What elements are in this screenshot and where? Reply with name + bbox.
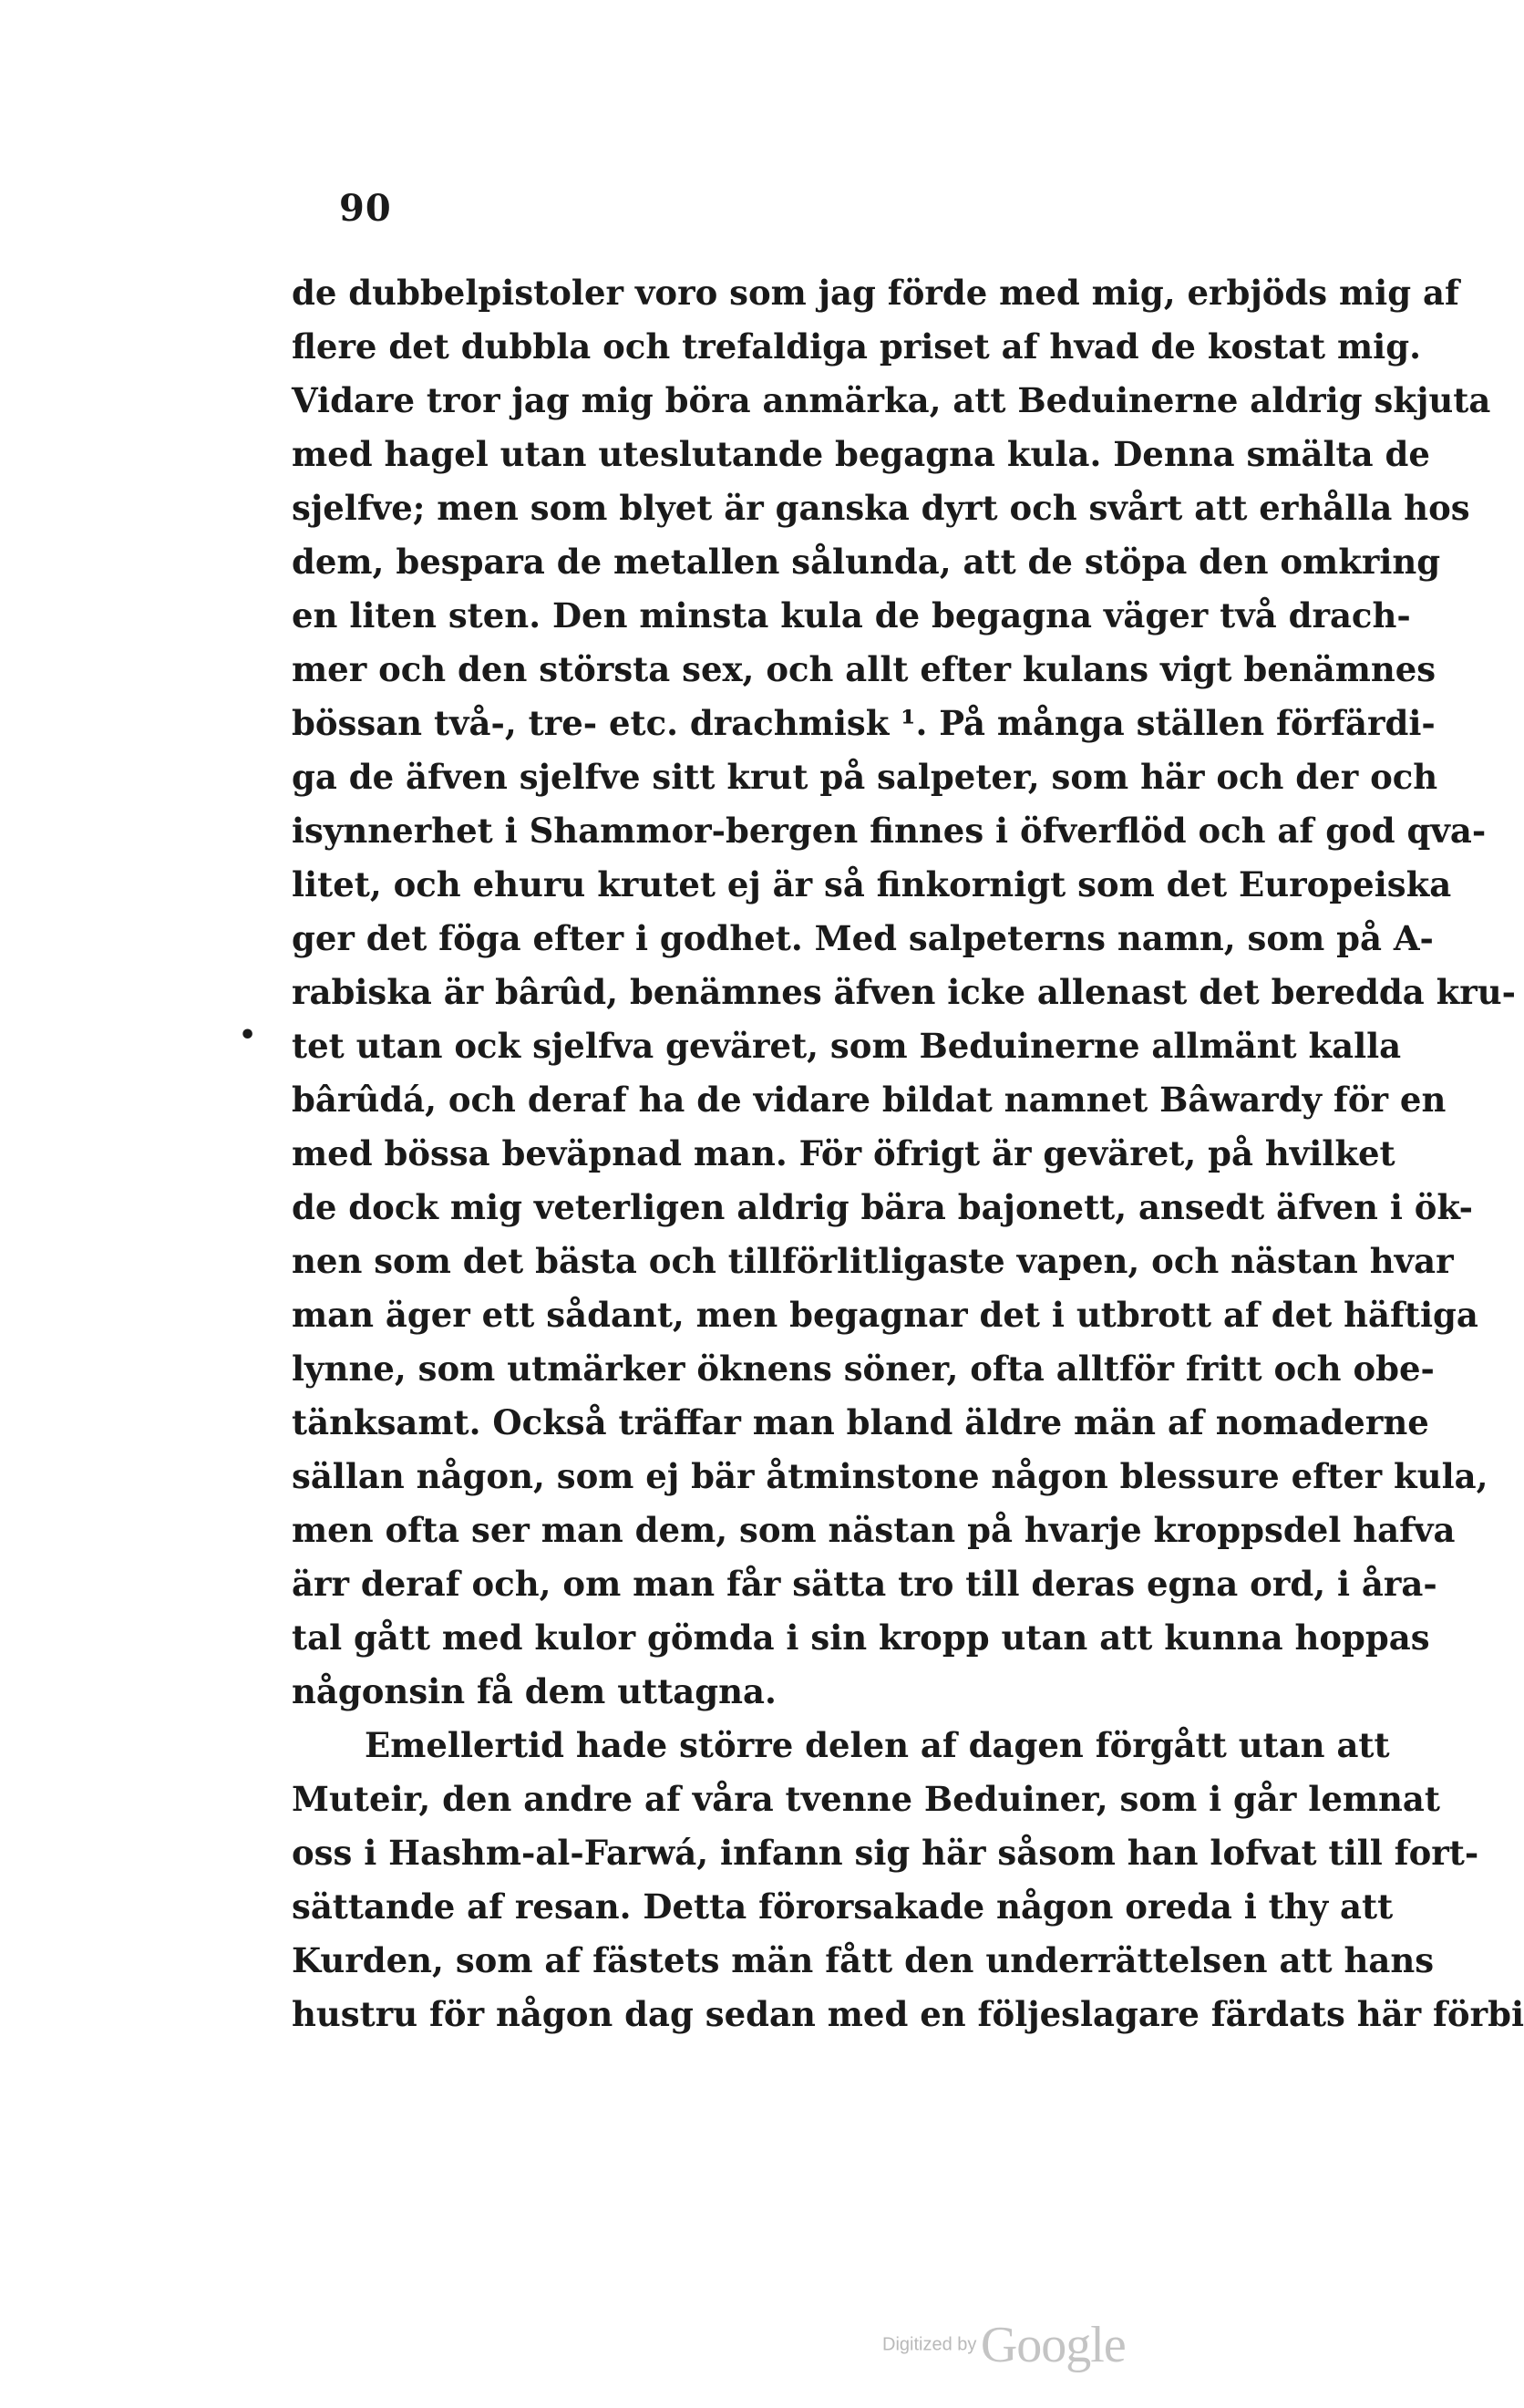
digitized-watermark	[882, 2316, 1126, 2374]
text-line: ärr deraf och, om man får sätta tro till deras egna ord, i åra-	[292, 1564, 1437, 1604]
text-line: en liten sten. Den minsta kula de begagna väger två drach-	[292, 595, 1411, 636]
text-line: men ofta ser man dem, som nästan på hvarje kroppsdel hafva	[292, 1510, 1456, 1550]
text-line: man äger ett sådant, men begagnar det i utbrott af det häftiga	[292, 1295, 1478, 1335]
text-line: dem, bespara de metallen sålunda, att de stöpa den omkring	[292, 542, 1441, 582]
text-line: lynne, som utmärker öknens söner, ofta alltför fritt och obe-	[292, 1349, 1435, 1389]
text-line: tal gått med kulor gömda i sin kropp utan att kunna hoppas	[292, 1617, 1430, 1658]
text-line: med hagel utan uteslutande begagna kula. Denna smälta de	[292, 434, 1430, 474]
page-number: 90	[339, 187, 392, 230]
text-line: Emellertid hade större delen af dagen förgått utan att	[365, 1725, 1390, 1765]
text-line: med bössa beväpnad man. För öfrigt är geväret, på hvilket	[292, 1133, 1395, 1173]
google-logo: Google	[980, 2317, 1126, 2373]
text-line: oss i Hashm-al-Farwá, infann sig här såsom han lofvat till fort-	[292, 1833, 1479, 1873]
text-line: ga de äfven sjelfve sitt krut på salpeter, som här och der och	[292, 757, 1438, 797]
text-line: bössan två-, tre- etc. drachmisk ¹. På många ställen förfärdi-	[292, 703, 1436, 743]
text-line: mer och den största sex, och allt efter kulans vigt benämnes	[292, 649, 1436, 689]
text-line: flere det dubbla och trefaldiga priset af hvad de kostat mig.	[292, 326, 1421, 367]
text-line: hustru för någon dag sedan med en följeslagare färdats här förbi	[292, 1994, 1524, 2034]
text-line: tet utan ock sjelfva geväret, som Beduinerne allmänt kalla	[292, 1026, 1402, 1066]
body-text	[292, 266, 1524, 2041]
watermark-prefix: Digitized by	[882, 2334, 977, 2355]
text-line: Muteir, den andre af våra tvenne Beduiner, som i går lemnat	[292, 1779, 1440, 1819]
text-line: någonsin få dem uttagna.	[292, 1671, 777, 1711]
text-line: nen som det bästa och tillförlitligaste vapen, och nästan hvar	[292, 1241, 1454, 1281]
text-line: bârûdá, och deraf ha de vidare bildat namnet Bâwardy för en	[292, 1080, 1447, 1120]
text-line: sjelfve; men som blyet är ganska dyrt och svårt att erhålla hos	[292, 488, 1470, 528]
text-line: tänksamt. Också träffar man bland äldre män af nomaderne	[292, 1402, 1429, 1442]
text-line: ger det föga efter i godhet. Med salpeterns namn, som på A-	[292, 918, 1434, 958]
text-line: sällan någon, som ej bär åtminstone någon blessure efter kula,	[292, 1456, 1488, 1496]
text-line: rabiska är bârûd, benämnes äfven icke allenast det beredda kru-	[292, 972, 1517, 1012]
text-line: isynnerhet i Shammor-bergen finnes i öfverflöd och af god qva-	[292, 811, 1487, 851]
margin-mark: •	[239, 1019, 257, 1051]
text-line: litet, och ehuru krutet ej är så finkornigt som det Europeiska	[292, 864, 1452, 904]
text-line: sättande af resan. Detta förorsakade någon oreda i thy att	[292, 1886, 1394, 1927]
text-line: Vidare tror jag mig böra anmärka, att Beduinerne aldrig skjuta	[292, 380, 1491, 420]
text-line: de dock mig veterligen aldrig bära bajonett, ansedt äfven i ök-	[292, 1187, 1473, 1227]
text-line: Kurden, som af fästets män fått den underrättelsen att hans	[292, 1940, 1435, 1980]
text-line: de dubbelpistoler voro som jag förde med mig, erbjöds mig af	[292, 273, 1459, 313]
